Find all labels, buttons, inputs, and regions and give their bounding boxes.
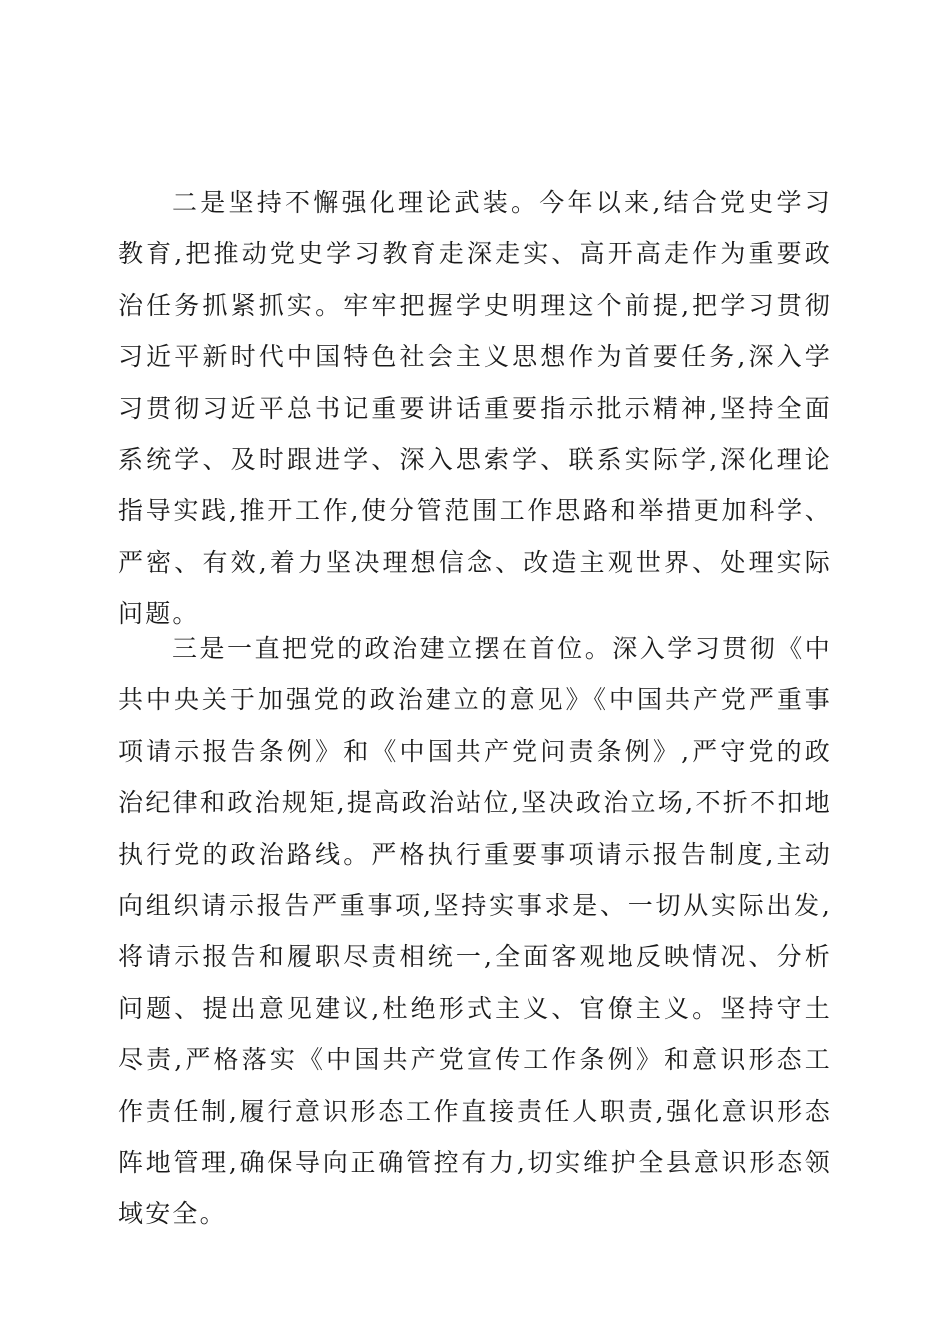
paragraph-political-construction: 三是一直把党的政治建立摆在首位。深入学习贯彻《中共中央关于加强党的政治建立的意见》《中国共产党严重事项请示报告条例》和《中国共产党问责条例》,严守党的政治纪律和政治规矩,提高政治站位,坚决政治立场,不折不扣地执行党的政治路线。严格执行重要事项请示报告制度,主动向组织请示报告严重事项,坚持实事求是、一切从实际出发,将请示报告和履职尽责相统一,全面客观地反映情况、分析问题、提出意见建议,杜绝形式主义、官僚主义。坚持守土尽责,严格落实《中国共产党宣传工作条例》和意识形态工作责任制,履行意识形态工作直接责任人职责,强化意识形态阵地管理,确保导向正确管控有力,切实维护全县意识形态领域安全。 — [118, 634, 832, 1229]
paragraph-theory-study: 二是坚持不懈强化理论武装。今年以来,结合党史学习教育,把推动党史学习教育走深走实、高开高走作为重要政治任务抓紧抓实。牢牢把握学史明理这个前提,把学习贯彻习近平新时代中国特色社会主义思想作为首要任务,深入学习贯彻习近平总书记重要讲话重要指示批示精神,坚持全面系统学、及时跟进学、深入思索学、联系实际学,深化理论指导实践,推开工作,使分管范围工作思路和举措更加科学、严密、有效,着力坚决理想信念、改造主观世界、处理实际问题。 — [118, 188, 832, 629]
